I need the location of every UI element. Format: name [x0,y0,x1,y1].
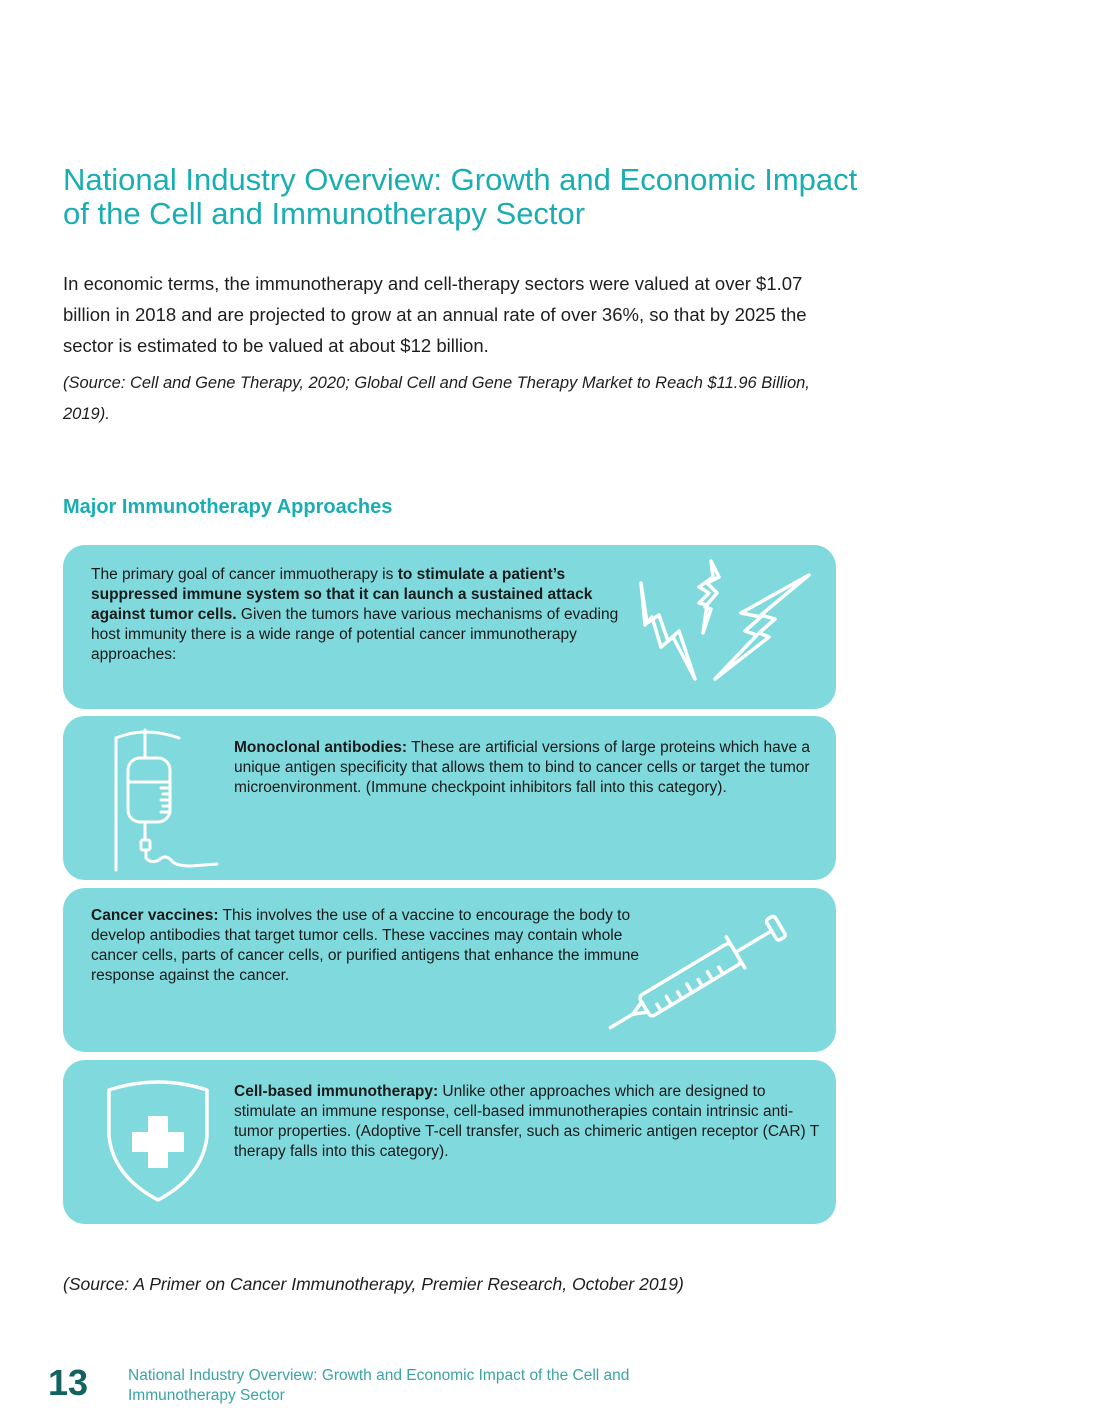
card-cancer-vaccines-label: Cancer vaccines: [91,907,219,924]
card-primary-goal [63,545,836,709]
card-primary-goal-text [91,565,626,665]
running-head: National Industry Overview: Growth and Economic Impact of the Cell and Immunotherapy Sector [128,1367,630,1404]
card-primary-goal-text-lead: The primary goal of cancer immuotherapy is [91,566,398,583]
card-cancer-vaccines-description: This involves the use of a vaccine to encourage the body to develop antibodies that target tumor cells. These vaccines may contain whole cancer cells, parts of cancer cells, or purified antigens that enhance the immune response against the cancer. [91,907,639,984]
card-monoclonal-antibodies-text [234,738,819,798]
card-cell-based-immunotherapy [63,1060,836,1224]
intro-paragraph: In economic terms, the immunotherapy and cell-therapy sectors were valued at over $1.07 billion in 2018 and are projected to grow at an annual rate of over 36%, so that by 2025 the sector is estimated to be valued at about $12 billion. [63,273,807,356]
card-cancer-vaccines [63,888,836,1052]
card-primary-goal-text-bold: to stimulate a patient’s suppressed immune system so that it can launch a sustained attack against tumor cells. [91,566,593,623]
card-primary-goal-text-rest: Given the tumors have various mechanisms of evading host immunity there is a wide range of potential cancer immunotherapy approaches: [91,606,619,663]
syringe-icon [583,904,823,1040]
page-number: 13 [48,1362,89,1403]
section-subheading: Major Immunotherapy Approaches [63,496,393,518]
card-monoclonal-antibodies [63,716,836,880]
card-monoclonal-antibodies-description: These are artificial versions of large proteins which have a unique antigen specificity that allows them to bind to cancer cells or target the tumor microenvironment. (Immune checkpoint inhibitors fall into this category). [234,739,811,796]
iv-bag-icon [99,724,229,874]
card-monoclonal-antibodies-label: Monoclonal antibodies: [234,739,408,756]
page-title: National Industry Overview: Growth and Economic Impact of the Cell and Immunotherapy Sector [63,162,858,231]
card-cell-based-immunotherapy-label: Cell-based immunotherapy: [234,1083,439,1100]
card-cell-based-immunotherapy-description: Unlike other approaches which are designed to stimulate an immune response, cell-based immunotherapies contain intrinsic anti-tumor properties. (Adoptive T-cell transfer, such as chimeric antigen receptor (CAR) T therapy falls into this category). [234,1083,819,1160]
shield-cross-icon [103,1076,213,1206]
card-cancer-vaccines-text [91,906,641,986]
footer-source-citation: (Source: A Primer on Cancer Immunotherapy, Premier Research, October 2019) [63,1274,684,1294]
intro-source-citation: (Source: Cell and Gene Therapy, 2020; Global Cell and Gene Therapy Market to Reach $11.96 Billion, 2019). [63,374,810,423]
lightning-icon [633,553,823,693]
card-cell-based-immunotherapy-text [234,1082,824,1162]
